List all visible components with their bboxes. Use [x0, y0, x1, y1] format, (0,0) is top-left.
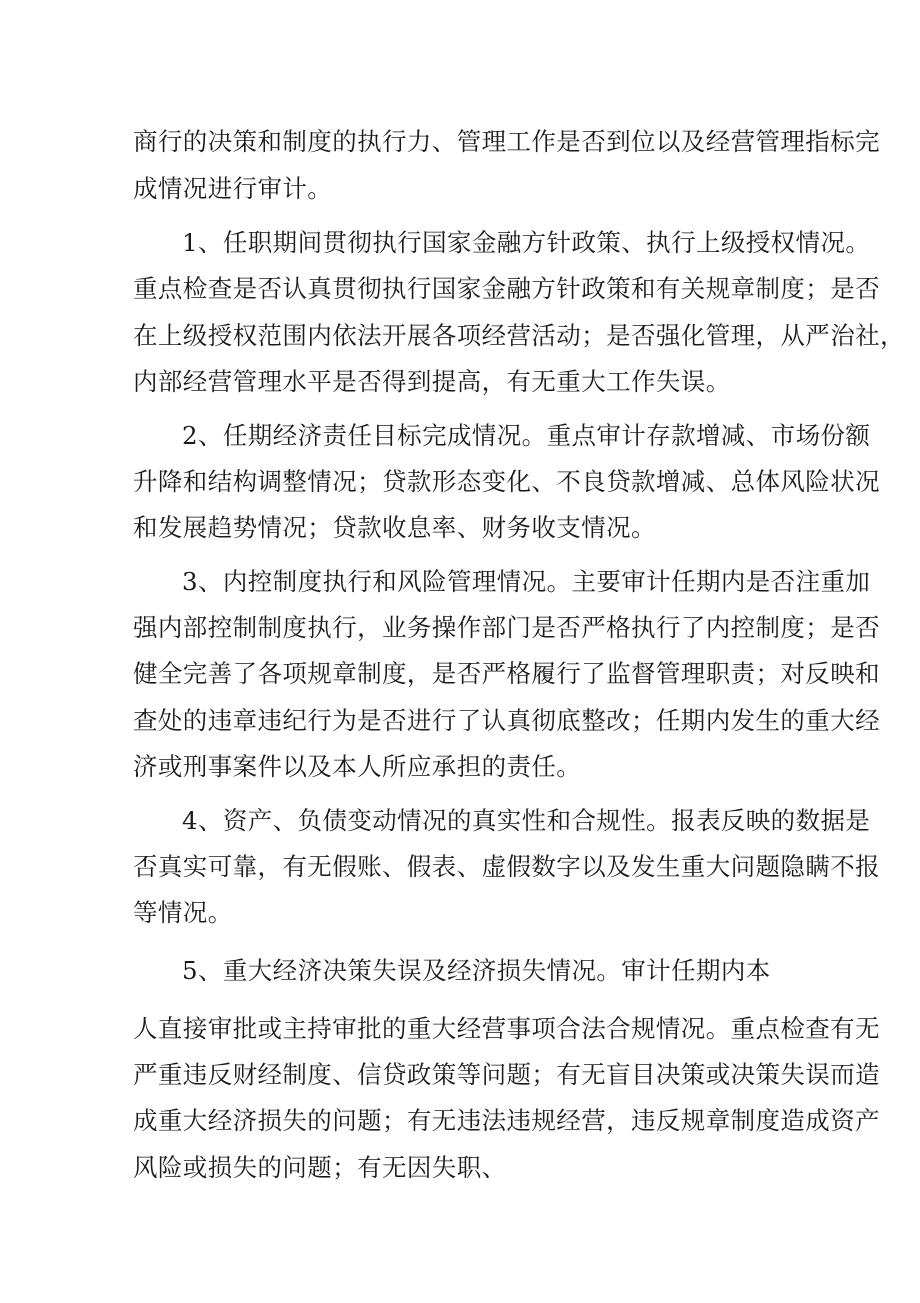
text-line: 严重违反财经制度、信贷政策等问题；有无盲目决策或决策失误而造	[133, 1060, 880, 1089]
text-line: 成情况进行审计。	[133, 174, 333, 203]
paragraph-5-heading: 5、重大经济决策失误及经济损失情况。审计任期内本	[182, 956, 771, 985]
text-line: 否真实可靠，有无假账、假表、虚假数字以及发生重大问题隐瞒不报	[133, 852, 880, 881]
paragraph-4-heading: 4、资产、负债变动情况的真实性和合规性。报表反映的数据是	[182, 806, 871, 835]
text-line: 内部经营管理水平是否得到提高，有无重大工作失误。	[133, 367, 731, 396]
text-line: 济或刑事案件以及本人所应承担的责任。	[133, 752, 582, 781]
text-line: 风险或损失的问题；有无因失职、	[133, 1153, 507, 1182]
text-line: 健全完善了各项规章制度，是否严格履行了监督管理职责；对反映和	[133, 659, 880, 688]
paragraph-1-heading: 1、任职期间贯彻执行国家金融方针政策、执行上级授权情况。	[182, 228, 871, 257]
text-line: 强内部控制制度执行，业务操作部门是否严格执行了内控制度；是否	[133, 613, 880, 642]
text-line: 等情况。	[133, 898, 233, 927]
text-line: 重点检查是否认真贯彻执行国家金融方针政策和有关规章制度；是否	[133, 274, 880, 303]
text-line: 成重大经济损失的问题；有无违法违规经营，违反规章制度造成资产	[133, 1106, 880, 1135]
text-line: 人直接审批或主持审批的重大经营事项合法合规情况。重点检查有无	[133, 1014, 880, 1043]
paragraph-3-heading: 3、内控制度执行和风险管理情况。主要审计任期内是否注重加	[182, 567, 871, 596]
text-line: 查处的违章违纪行为是否进行了认真彻底整改；任期内发生的重大经	[133, 706, 880, 735]
text-line: 商行的决策和制度的执行力、管理工作是否到位以及经营管理指标完	[133, 127, 880, 156]
text-line: 升降和结构调整情况；贷款形态变化、不良贷款增减、总体风险状况	[133, 467, 880, 496]
text-line: 在上级授权范围内依法开展各项经营活动；是否强化管理，从严治社，	[133, 321, 905, 350]
text-line: 和发展趋势情况；贷款收息率、财务收支情况。	[133, 513, 656, 542]
paragraph-2-heading: 2、任期经济责任目标完成情况。重点审计存款增减、市场份额	[182, 421, 871, 450]
